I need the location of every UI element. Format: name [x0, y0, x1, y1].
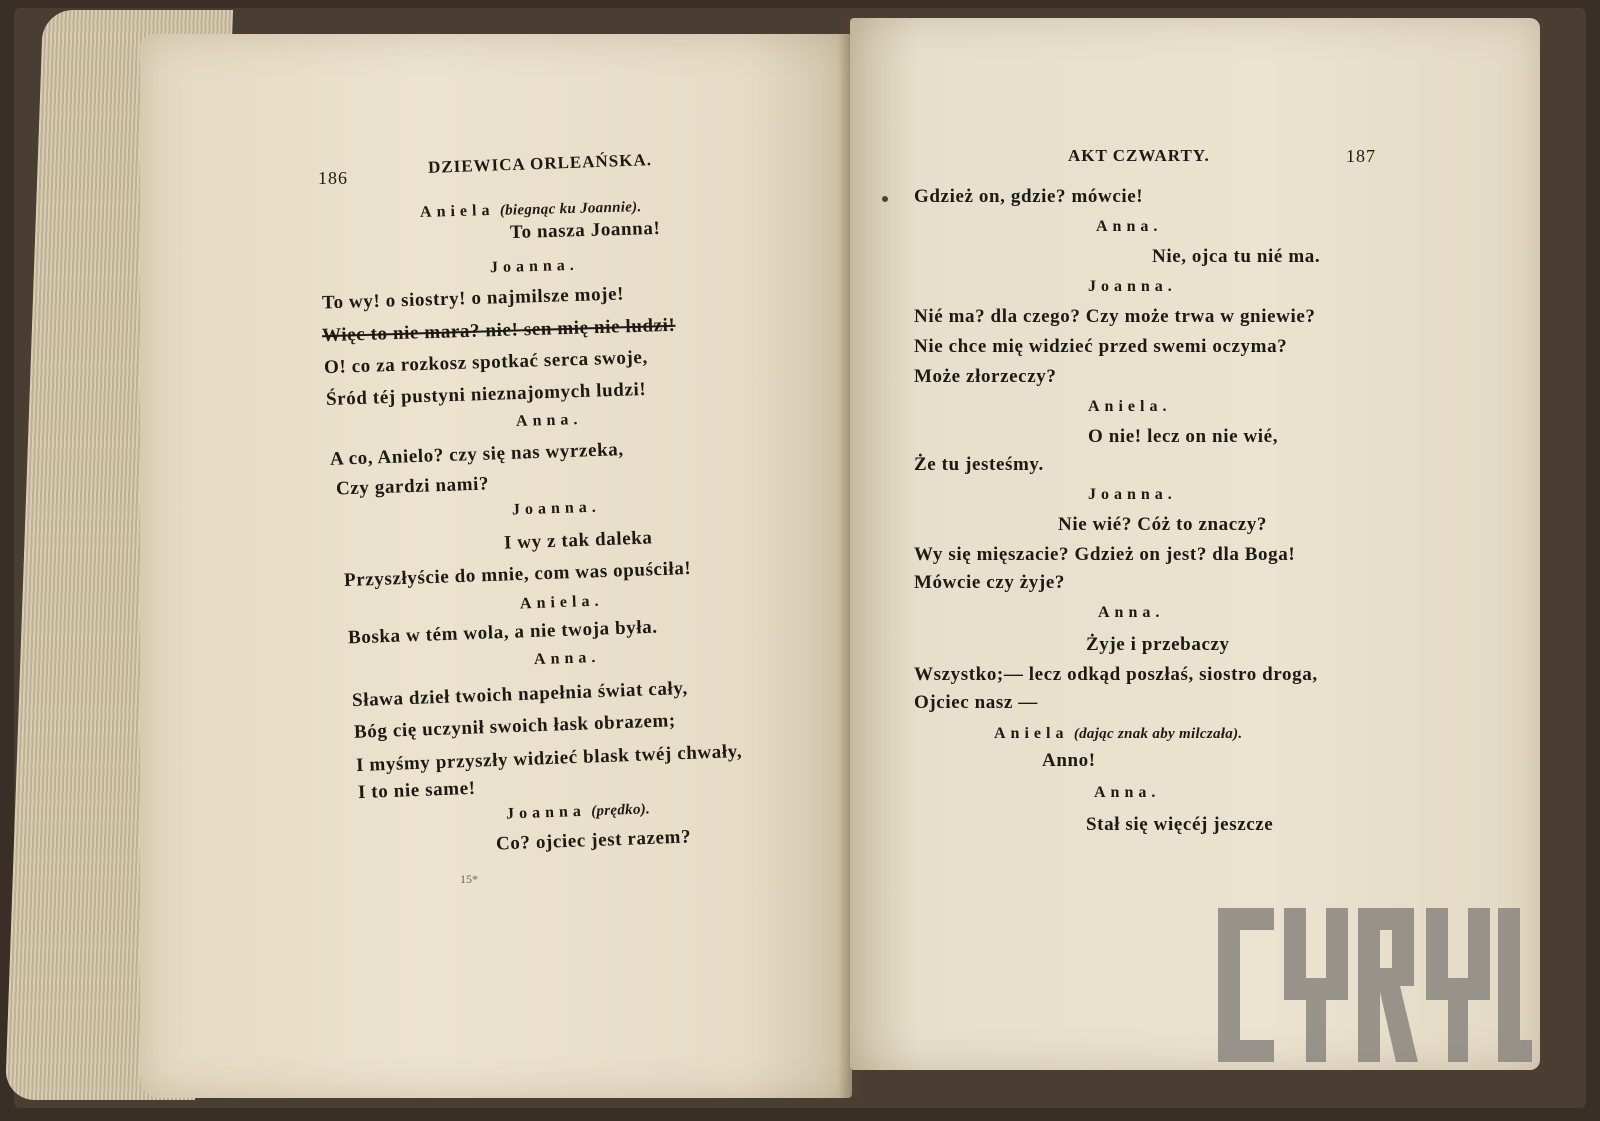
right-running-head: AKT CZWARTY.: [1068, 146, 1210, 165]
left-page-number: 186: [318, 168, 348, 188]
verse-line: Boska w tém wola, a nie twoja była.: [347, 616, 658, 649]
stage-direction: (prędko).: [590, 801, 651, 820]
stage-direction: (biegnąc ku Joannie).: [499, 199, 642, 219]
verse-line: Przyszłyście do mnie, com was opuściła!: [343, 557, 692, 592]
speaker-name: Anna.: [533, 648, 601, 669]
verse-line: Sława dzieł twoich napełnia świat cały,: [351, 677, 689, 712]
speaker-name: Anna.: [1094, 784, 1161, 801]
left-running-head: DZIEWICA ORLEAŃSKA.: [427, 150, 653, 177]
verse-line: Czy gardzi nami?: [335, 473, 490, 500]
verse-line: Wy się mięszacie? Gdzież on jest? dla Boga!: [914, 544, 1296, 565]
speaker-name: Joanna.: [1088, 278, 1177, 295]
verse-line: I to nie same!: [357, 777, 476, 804]
verse-line: Nié ma? dla czego? Czy może trwa w gniewie?: [914, 306, 1316, 327]
speaker-name: Joanna: [505, 802, 587, 823]
verse-line: Nie wié? Cóż to znaczy?: [1058, 514, 1268, 535]
verse-line: Żyje i przebaczy: [1086, 634, 1230, 655]
verse-line: I wy z tak daleka: [503, 527, 653, 554]
right-page-number: 187: [1346, 146, 1376, 166]
speaker-name: Aniela: [994, 725, 1069, 742]
verse-line: O nie! lecz on nie wié,: [1088, 426, 1279, 447]
cyryl-watermark-logo: [1218, 908, 1532, 1062]
verse-line: I myśmy przyszły widzieć blask twéj chwały,: [355, 740, 743, 777]
verse-line-struck: Więc to nie mara? nie! sen mię nie ludzi!: [321, 314, 676, 347]
stage-direction: (dając znak aby milczała).: [1073, 726, 1243, 742]
verse-line: Może złorzeczy?: [914, 366, 1057, 387]
speaker-name: Anna.: [515, 410, 583, 431]
speaker-name: Anna.: [1098, 604, 1165, 621]
verse-line: Anno!: [1042, 750, 1096, 771]
verse-line: Bóg cię uczynił swoich łask obrazem;: [353, 710, 677, 743]
verse-line: O! co za rozkosz spotkać serca swoje,: [323, 346, 649, 379]
ink-dot: [882, 196, 888, 202]
verse-line: Nie, ojca tu nié ma.: [1152, 246, 1321, 267]
verse-line: Gdzież on, gdzie? mówcie!: [914, 186, 1144, 207]
verse-line: Że tu jesteśmy.: [914, 454, 1044, 475]
verse-line: Wszystko;— lecz odkąd poszłaś, siostro droga,: [914, 664, 1318, 685]
speaker-name: Joanna.: [511, 498, 602, 519]
speaker-name: Anna.: [1096, 218, 1163, 235]
signature-mark: 15*: [460, 872, 478, 886]
speaker-line: [994, 722, 1242, 744]
speaker-name: Aniela: [419, 201, 495, 221]
verse-line: Ojciec nasz —: [914, 692, 1038, 713]
verse-line: To wy! o siostry! o najmilsze moje!: [321, 283, 625, 314]
verse-line: Stał się więcéj jeszcze: [1086, 814, 1274, 835]
speaker-name: Joanna.: [1088, 486, 1177, 503]
verse-line: Co? ojciec jest razem?: [495, 826, 692, 855]
verse-line: Nie chce mię widzieć przed swemi oczyma?: [914, 336, 1288, 357]
speaker-name: Joanna.: [489, 256, 580, 277]
verse-line: A co, Anielo? czy się nas wyrzeka,: [329, 439, 625, 470]
verse-line: To nasza Joanna!: [509, 217, 661, 244]
verse-line: Mówcie czy żyje?: [914, 572, 1065, 593]
speaker-name: Aniela.: [519, 592, 604, 613]
speaker-name: Aniela.: [1088, 398, 1172, 415]
verse-line: Śród téj pustyni nieznajomych ludzi!: [325, 378, 647, 411]
